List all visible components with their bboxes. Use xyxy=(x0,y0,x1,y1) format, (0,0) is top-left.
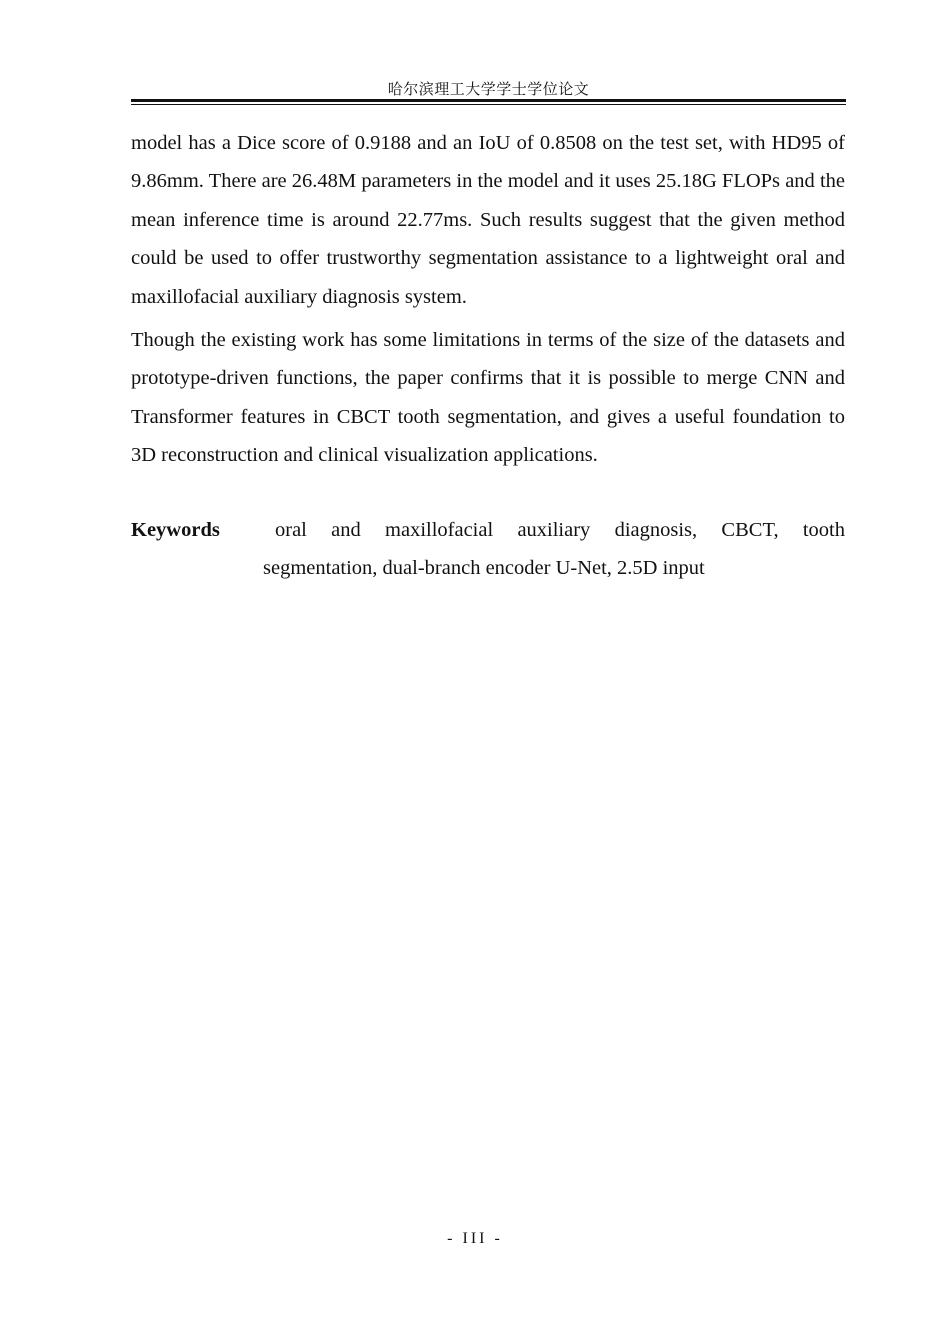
keywords-block xyxy=(131,511,845,588)
header-rule-thin xyxy=(131,104,846,105)
header-rule-thick xyxy=(131,99,846,102)
abstract-body xyxy=(131,124,845,480)
page-number: - III - xyxy=(447,1230,503,1247)
running-header-title: 哈尔滨理工大学学士学位论文 xyxy=(387,80,590,98)
abstract-paragraph: model has a Dice score of 0.9188 and an IoU of 0.8508 on the test set, with HD95 of 9.86mm. There are 26.48M parameters in the model and it uses 25.18G FLOPs and the mean inference time is around 22.77ms. Such results suggest that the given method could be used to offer trustworthy segmentation assistance to a lightweight oral and maxillofacial auxiliary diagnosis system. xyxy=(131,132,845,308)
keywords-text: oral and maxillofacial auxiliary diagnosis, CBCT, tooth segmentation, dual-branch encoder U-Net, 2.5D input xyxy=(263,519,845,580)
keywords-label: Keywords xyxy=(131,519,220,541)
abstract-paragraph: Though the existing work has some limitations in terms of the size of the datasets and prototype-driven functions, the paper confirms that it is possible to merge CNN and Transformer features in CBCT tooth segmentation, and gives a useful foundation to 3D reconstruction and clinical visualization applications. xyxy=(131,329,845,467)
